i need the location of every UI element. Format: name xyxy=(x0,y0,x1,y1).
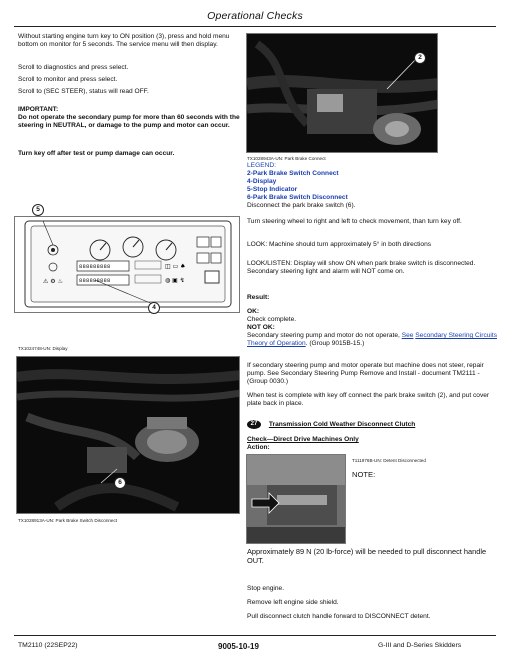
important-label: IMPORTANT: xyxy=(18,106,59,113)
callout-4: 4 xyxy=(148,302,160,314)
footer-doc-id: TM2110 (22SEP22) xyxy=(18,642,78,649)
not-ok-group: . (Group 9015B-15.) xyxy=(305,340,365,348)
display-readout-bottom: 888888888 xyxy=(79,277,111,284)
test-complete-text: When test is complete with key off connect the park brake switch (2), and put cover plate back in place. xyxy=(247,392,490,408)
page-title: Operational Checks xyxy=(207,10,303,22)
result-label: Result: xyxy=(247,294,270,301)
not-ok-text: Secondary steering pump and motor do not operate, xyxy=(247,332,400,339)
callout-2: 2 xyxy=(414,52,426,64)
display-figure xyxy=(14,216,240,313)
park-brake-disconnect-photo xyxy=(16,356,240,514)
see-link[interactable]: See xyxy=(401,332,414,339)
svg-text:◍ ▣ ↯: ◍ ▣ ↯ xyxy=(165,277,185,284)
secondary-operation-text: If secondary steering pump and motor operate but machine does not steer, repair pump. See Secondary Steering Pump Remove and Install - document TM2111 - (Group 0030.) xyxy=(247,362,484,386)
step-sec-steer: Scroll to (SEC STEER), status will read OFF. xyxy=(18,88,149,95)
footer-rule xyxy=(14,635,496,636)
note-label: NOTE: xyxy=(352,470,376,479)
callout-5: 5 xyxy=(32,204,44,216)
pump-warning: Turn key off after test or pump damage can occur. xyxy=(18,150,175,157)
park-brake-connect-photo xyxy=(246,33,438,153)
svg-text:◫ ▭ ♠: ◫ ▭ ♠ xyxy=(165,263,186,270)
turn-steering-step: Turn steering wheel to right and left to check movement, than turn key off. xyxy=(247,218,462,225)
detent-caption: T111976B-UN: Detent Disconnected xyxy=(352,458,426,463)
disconnect-step: Disconnect the park brake switch (6). xyxy=(247,202,356,209)
connect-caption: TX1028943A-UN: Park Brake Connect xyxy=(247,156,326,161)
step-27-heading xyxy=(247,420,497,429)
legend-item-4: 4-Display xyxy=(247,178,277,185)
header-rule xyxy=(14,26,496,27)
not-ok-paragraph xyxy=(247,332,497,348)
ok-text: Check complete. xyxy=(247,316,297,323)
approx-force-text: Approximately 89 N (20 lb-force) will be needed to pull disconnect handle OUT. xyxy=(247,547,487,565)
footer-series: G-III and D-Series Skidders xyxy=(378,642,462,649)
ok-label: OK: xyxy=(247,308,260,315)
disconnect-caption: TX1028913A-UN: Park Brake Switch Disconnect xyxy=(18,518,118,523)
step-number-badge: 27 xyxy=(247,420,261,429)
connect-photo-drawing xyxy=(247,34,438,153)
intro-paragraph: Without starting engine turn key to ON position (3), press and hold menu bottom on monitor for 5 seconds. The service menu will then display. xyxy=(18,33,230,49)
callout-6: 6 xyxy=(114,477,126,489)
look-listen-text: LOOK/LISTEN: Display will show ON when park brake switch is disconnected. Secondary steering light and alarm will NOT come on. xyxy=(247,260,476,276)
display-caption: TX1024748-UN: Display xyxy=(18,346,68,351)
step-diagnostics: Scroll to diagnostics and press select. xyxy=(18,64,129,71)
pull-handle-step: Pull disconnect clutch handle forward to DISCONNECT detent. xyxy=(247,613,431,620)
remove-shield-step: Remove left engine side shield. xyxy=(247,599,339,606)
display-readout-top: 888888888 xyxy=(79,263,111,270)
stop-engine-step: Stop engine. xyxy=(247,585,285,592)
legend-item-5: 5-Stop Indicator xyxy=(247,186,298,193)
footer-page-number: 9005-10-19 xyxy=(218,642,259,651)
step-monitor: Scroll to monitor and press select. xyxy=(18,76,118,83)
legend-item-2: 2-Park Brake Switch Connect xyxy=(247,170,339,177)
disconnect-photo-drawing xyxy=(17,357,240,514)
svg-text:⚠ ⚙ ♨: ⚠ ⚙ ♨ xyxy=(43,278,63,285)
look-text: LOOK: Machine should turn approximately 5° in both directions xyxy=(247,241,432,248)
detent-photo xyxy=(246,454,346,544)
check-title: Check—Direct Drive Machines Only xyxy=(247,436,359,443)
step-27-title: Transmission Cold Weather Disconnect Clutch xyxy=(268,421,416,429)
legend-item-6: 6-Park Brake Switch Disconnect xyxy=(247,194,348,201)
important-text: Do not operate the secondary pump for more than 60 seconds with the steering in NEUTRAL, or damage to the pump and motor can occur. xyxy=(18,114,240,130)
theory-of-operation-link[interactable]: Secondary Steering Circuits Theory of Operation xyxy=(247,332,498,348)
legend-title: LEGEND: xyxy=(247,162,276,169)
action-label: Action: xyxy=(247,444,270,451)
detent-photo-drawing xyxy=(247,455,346,544)
not-ok-label: NOT OK: xyxy=(247,324,275,331)
